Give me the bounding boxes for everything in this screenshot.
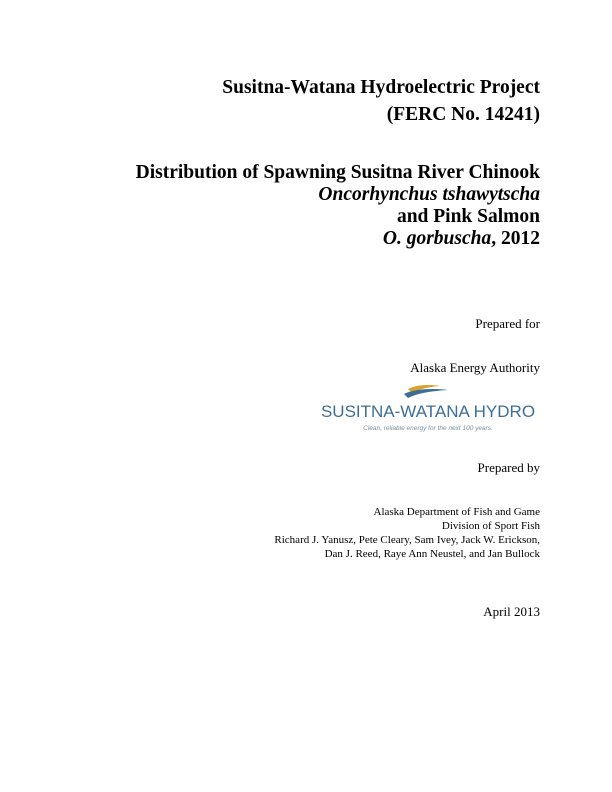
report-species2: O. gorbuscha — [382, 228, 492, 249]
prepared-by-division: Division of Sport Fish — [441, 520, 540, 532]
susitna-watana-hydro-logo — [316, 380, 540, 438]
prepared-by-org: Alaska Department of Fish and Game — [373, 506, 540, 518]
logo-wordmark: SUSITNA-WATANA HYDRO — [320, 402, 536, 421]
logo-tagline: Clean, reliable energy for the next 100 years. — [363, 425, 493, 432]
authors-line2: Dan J. Reed, Raye Ann Neustel, and Jan Bullock — [324, 548, 540, 560]
ferc-number: (FERC No. 14241) — [386, 104, 540, 125]
logo-graphic — [316, 380, 540, 438]
report-species1: Oncorhynchus tshawytscha — [318, 184, 540, 205]
prepared-for-label: Prepared for — [475, 316, 540, 331]
prepared-for-org: Alaska Energy Authority — [410, 360, 540, 375]
report-species2-line — [383, 228, 540, 250]
report-title-line1: Distribution of Spawning Susitna River Chinook — [135, 162, 540, 183]
publication-date: April 2013 — [483, 604, 540, 619]
report-year: , 2012 — [491, 228, 540, 249]
report-title-line3: and Pink Salmon — [396, 206, 540, 227]
prepared-by-label: Prepared by — [477, 460, 540, 475]
authors-line1: Richard J. Yanusz, Pete Cleary, Sam Ivey, Jack W. Erickson, — [274, 534, 540, 546]
project-title: Susitna-Watana Hydroelectric Project — [222, 77, 540, 98]
